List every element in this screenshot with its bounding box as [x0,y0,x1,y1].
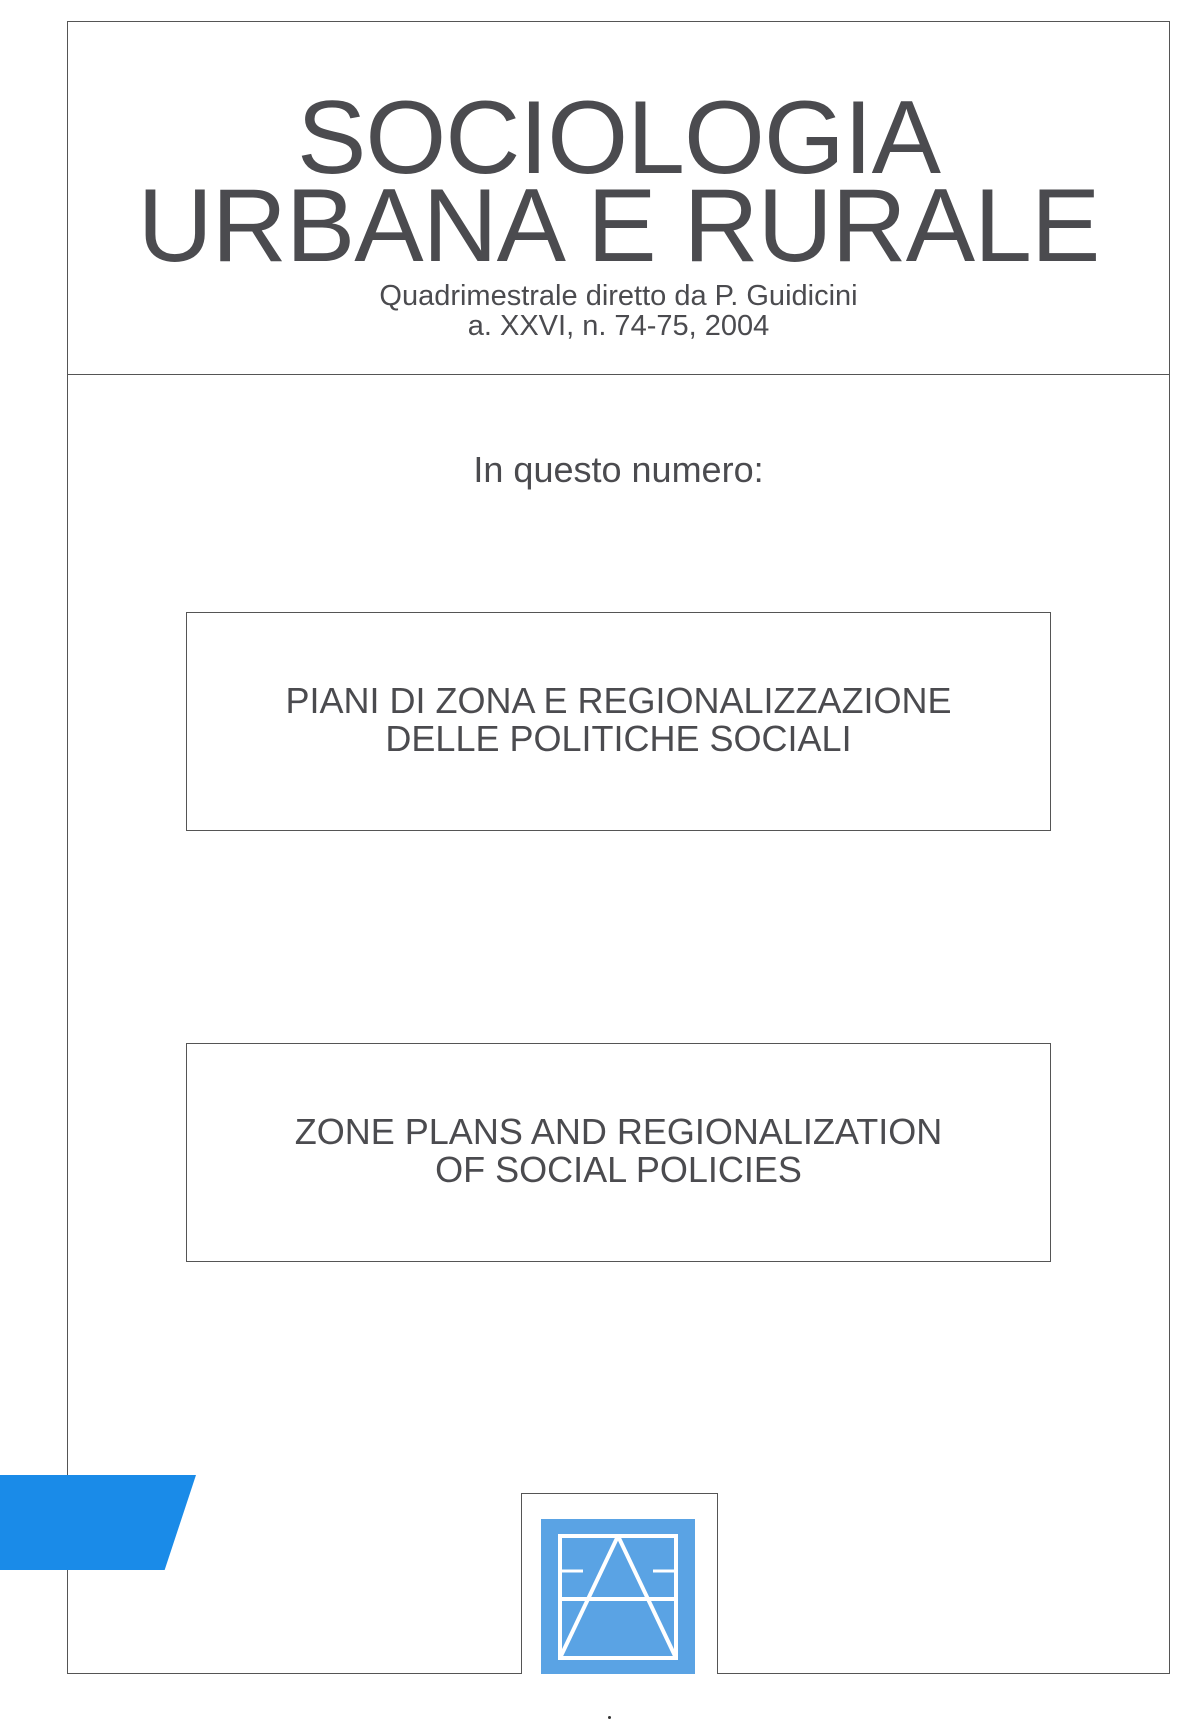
publisher-logo-icon [541,1519,695,1674]
topic-box-italian [186,612,1051,831]
journal-title-line-1: SOCIOLOGIA [296,80,941,196]
journal-editor-line: Quadrimestrale diretto da P. Guidicini [379,280,858,312]
header-divider [67,374,1170,375]
journal-title-line-2: URBANA E RURALE [137,168,1100,284]
scan-speck [608,1716,611,1719]
topic-english-line-1: ZONE PLANS AND REGIONALIZATION [294,1111,943,1152]
contents-heading: In questo numero: [473,449,764,490]
topic-italian-line-2: DELLE POLITICHE SOCIALI [385,718,852,759]
journal-issue-line: a. XXVI, n. 74-75, 2004 [467,310,770,342]
topic-italian-line-1: PIANI DI ZONA E REGIONALIZZAZIONE [285,680,952,721]
topic-box-english [186,1043,1051,1262]
blue-spine-tab [0,1475,196,1570]
topic-english-line-2: OF SOCIAL POLICIES [435,1149,802,1190]
